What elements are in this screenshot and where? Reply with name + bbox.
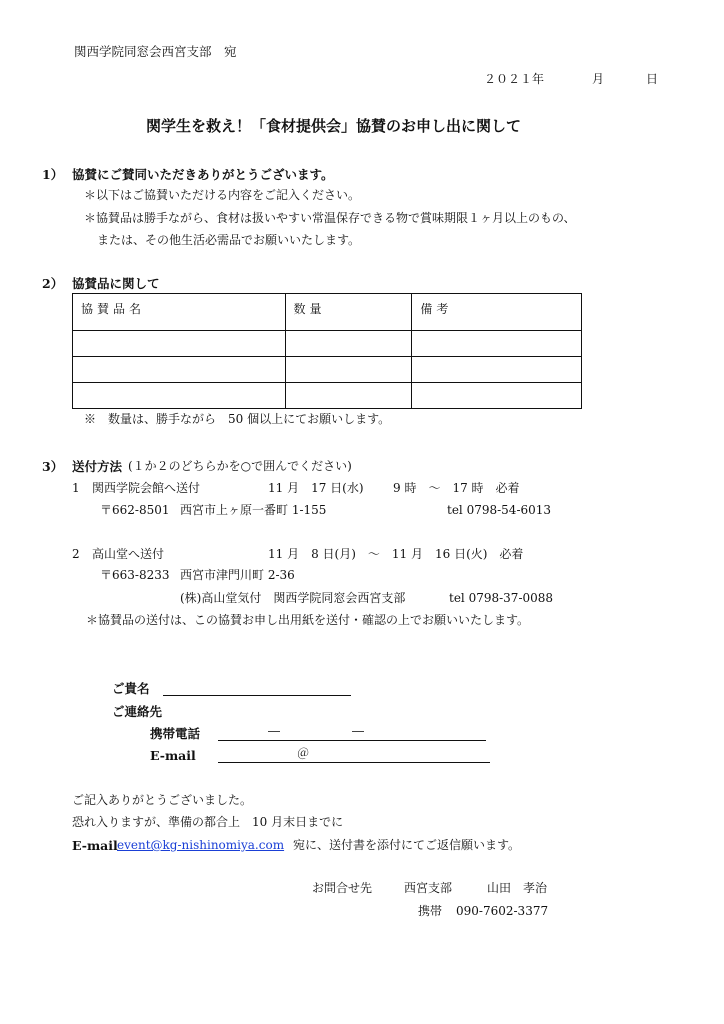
option1-date: 11 月 17 日(水) bbox=[268, 481, 364, 495]
shipping-note: ＊協賛品の送付は、この協賛お申し出用紙を送付・確認の上でお願いいたします。 bbox=[86, 613, 530, 627]
quantity-note: ※ 数量は、勝手ながら 50 個以上にてお願いします。 bbox=[84, 412, 391, 426]
section1-heading: 協賛にご賛同いただきありがとうございます。 bbox=[72, 167, 334, 182]
section1-number: 1） bbox=[42, 167, 64, 182]
column-header-item-name: 協賛品名 bbox=[73, 294, 286, 331]
name-field[interactable] bbox=[163, 695, 351, 696]
deadline-text: 恐れ入りますが、準備の都合上 10 月末日までに bbox=[72, 815, 344, 829]
table-row bbox=[73, 357, 582, 383]
table-row bbox=[73, 383, 582, 409]
option1-number: 1 bbox=[72, 481, 80, 495]
email-at-sign: ＠ bbox=[297, 746, 310, 760]
section3-number: 3） bbox=[42, 459, 64, 474]
contact-phone-label: 携帯 bbox=[418, 904, 443, 918]
option2-postal: 〒663-8233 bbox=[100, 568, 170, 582]
quantity-cell[interactable] bbox=[285, 357, 412, 383]
column-header-remarks: 備考 bbox=[412, 294, 582, 331]
donation-items-table bbox=[72, 293, 582, 409]
option2-tel: tel 0798-37-0088 bbox=[449, 591, 554, 605]
contact-label: お問合せ先 bbox=[312, 881, 373, 895]
quantity-cell[interactable] bbox=[285, 383, 412, 409]
option1-tel: tel 0798-54-6013 bbox=[447, 503, 552, 517]
thanks-text: ご記入ありがとうございました。 bbox=[72, 793, 253, 807]
quantity-cell[interactable] bbox=[285, 331, 412, 357]
option1-time: 9 時 ～ 17 時 必着 bbox=[393, 481, 520, 495]
return-instructions: 宛に、送付書を添付にてご返信願います。 bbox=[293, 838, 521, 852]
option2-address: 西宮市津門川町 2-36 bbox=[180, 568, 295, 582]
section2-heading: 協賛品に関して bbox=[72, 276, 160, 291]
option2-number: 2 bbox=[72, 547, 80, 561]
date-year: ２０２１年 bbox=[484, 72, 545, 86]
option2-date: 11 月 8 日(月) ～ 11 月 16 日(火) 必着 bbox=[268, 547, 524, 561]
item-name-cell[interactable] bbox=[73, 383, 286, 409]
table-header-row bbox=[73, 294, 582, 331]
mobile-separator: ― bbox=[268, 724, 280, 738]
table-row bbox=[73, 331, 582, 357]
contact-person: 山田 孝治 bbox=[487, 881, 548, 895]
page-title: 関学生を救え！「食材提供会」協賛のお申し出に関して bbox=[146, 117, 522, 135]
section1-note: ＊以下はご協賛いただける内容をご記入ください。 bbox=[84, 188, 361, 202]
option1-postal: 〒662-8501 bbox=[100, 503, 170, 517]
contact-branch: 西宮支部 bbox=[404, 881, 453, 895]
return-email-label: E-mail bbox=[72, 838, 118, 853]
name-label: ご貴名 bbox=[112, 681, 150, 696]
item-name-cell[interactable] bbox=[73, 331, 286, 357]
remarks-cell[interactable] bbox=[412, 357, 582, 383]
section3-subheading: (１か２のどちらかを○で囲んでください) bbox=[128, 459, 352, 473]
email-field[interactable] bbox=[218, 762, 490, 763]
item-name-cell[interactable] bbox=[73, 357, 286, 383]
section2-number: 2） bbox=[42, 276, 64, 291]
date-day: 日 bbox=[646, 72, 659, 86]
remarks-cell[interactable] bbox=[412, 383, 582, 409]
option2-care-of: (株)高山堂気付 関西学院同窓会西宮支部 bbox=[180, 591, 406, 605]
mobile-label: 携帯電話 bbox=[150, 726, 201, 741]
remarks-cell[interactable] bbox=[412, 331, 582, 357]
email-label: E-mail bbox=[150, 748, 196, 763]
contact-phone: 090-7602-3377 bbox=[456, 904, 549, 918]
column-header-quantity: 数量 bbox=[285, 294, 412, 331]
mobile-phone-field[interactable] bbox=[218, 740, 486, 741]
contact-label: ご連絡先 bbox=[112, 704, 163, 719]
option1-label: 関西学院会館へ送付 bbox=[92, 481, 201, 495]
option1-address: 西宮市上ヶ原一番町 1-155 bbox=[180, 503, 327, 517]
section1-note: または、その他生活必需品でお願いいたします。 bbox=[97, 233, 361, 247]
section3-heading: 送付方法 bbox=[72, 459, 123, 474]
section1-note: ＊協賛品は勝手ながら、食材は扱いやすい常温保存できる物で賞味期限１ヶ月以上のもの、 bbox=[84, 211, 576, 225]
contact-email-link[interactable]: event@kg-nishinomiya.com bbox=[117, 838, 285, 852]
addressee: 関西学院同窓会西宮支部 宛 bbox=[74, 44, 237, 59]
mobile-separator: ― bbox=[352, 724, 364, 738]
option2-label: 高山堂へ送付 bbox=[92, 547, 165, 561]
date-month: 月 bbox=[592, 72, 605, 86]
